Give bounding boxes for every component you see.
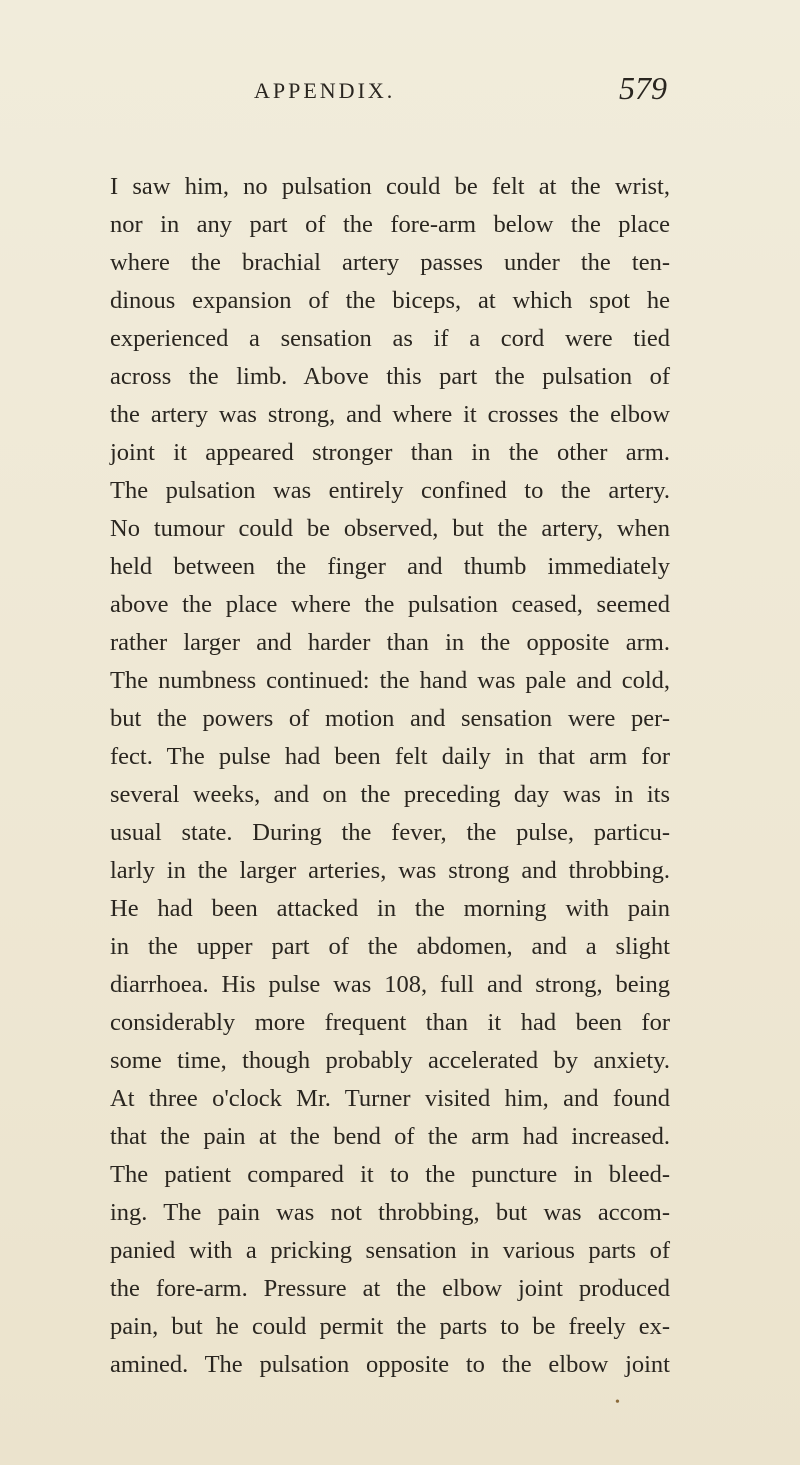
text-line: nor in any part of the fore-arm below the place <box>110 211 670 238</box>
text-line: some time, though probably accelerated by anxiety. <box>110 1047 670 1074</box>
text-line: the fore-arm. Pressure at the elbow joint produced <box>110 1275 670 1302</box>
text-line: usual state. During the fever, the pulse, particu- <box>110 819 670 846</box>
text-line: joint it appeared stronger than in the other arm. <box>110 439 670 466</box>
text-line: diarrhoea. His pulse was 108, full and strong, being <box>110 971 670 998</box>
text-line: The numbness continued: the hand was pale and cold, <box>110 667 670 694</box>
ink-smudge: • <box>615 1395 620 1410</box>
text-line: experienced a sensation as if a cord were tied <box>110 325 670 352</box>
text-line: several weeks, and on the preceding day was in its <box>110 781 670 808</box>
text-line: but the powers of motion and sensation were per- <box>110 705 670 732</box>
text-line: ing. The pain was not throbbing, but was accom- <box>110 1199 670 1226</box>
page-number: 579 <box>619 70 667 106</box>
text-line: fect. The pulse had been felt daily in that arm for <box>110 743 670 770</box>
text-line: held between the finger and thumb immediately <box>110 553 670 580</box>
text-line: across the limb. Above this part the pulsation of <box>110 363 670 390</box>
text-line: He had been attacked in the morning with pain <box>110 895 670 922</box>
text-line: considerably more frequent than it had been for <box>110 1009 670 1036</box>
text-line: The patient compared it to the puncture in bleed- <box>110 1161 670 1188</box>
text-line: panied with a pricking sensation in various parts of <box>110 1237 670 1264</box>
text-line: the artery was strong, and where it crosses the elbow <box>110 401 670 428</box>
text-line: No tumour could be observed, but the artery, when <box>110 515 670 542</box>
text-line: pain, but he could permit the parts to be freely ex- <box>110 1313 670 1340</box>
text-line: I saw him, no pulsation could be felt at the wrist, <box>110 173 670 200</box>
text-line: in the upper part of the abdomen, and a slight <box>110 933 670 960</box>
text-line: At three o'clock Mr. Turner visited him, and found <box>110 1085 670 1112</box>
text-line: amined. The pulsation opposite to the elbow joint <box>110 1351 670 1378</box>
text-line: where the brachial artery passes under the ten- <box>110 249 670 276</box>
text-line: larly in the larger arteries, was strong and throbbing. <box>110 857 670 884</box>
running-head: APPENDIX. <box>254 78 396 103</box>
body-text <box>110 168 670 1384</box>
text-line: rather larger and harder than in the opposite arm. <box>110 629 670 656</box>
text-line: The pulsation was entirely confined to the artery. <box>110 477 670 504</box>
text-line: dinous expansion of the biceps, at which spot he <box>110 287 670 314</box>
text-line: that the pain at the bend of the arm had increased. <box>110 1123 670 1150</box>
text-line: above the place where the pulsation ceased, seemed <box>110 591 670 618</box>
